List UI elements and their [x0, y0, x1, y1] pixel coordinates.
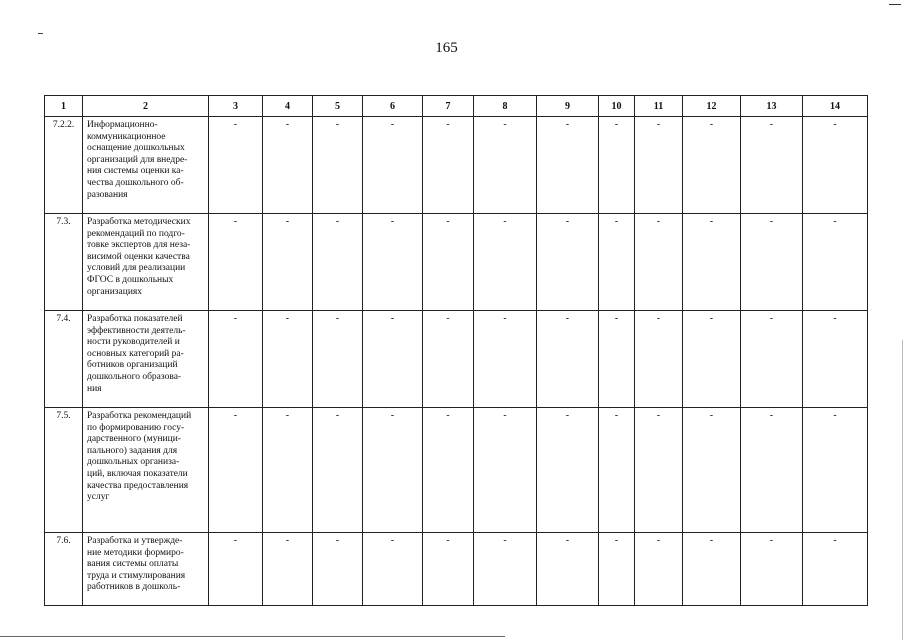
value-cell: -: [635, 117, 683, 214]
column-header: 8: [474, 96, 537, 117]
value-cell: -: [209, 117, 263, 214]
value-cell: -: [363, 408, 423, 533]
table-body: [45, 117, 868, 606]
column-header: 9: [537, 96, 599, 117]
column-header: 12: [683, 96, 741, 117]
row-description: Информационно- коммуникационное оснащение дошкольных организаций для внедре- ния системы оценки ка- чества дошкольного об- разования: [83, 117, 209, 214]
value-cell: -: [474, 408, 537, 533]
value-cell: -: [635, 311, 683, 408]
value-cell: -: [313, 214, 363, 311]
value-cell: -: [741, 533, 803, 606]
column-header: 4: [263, 96, 313, 117]
corner-mark: [889, 4, 901, 5]
value-cell: -: [741, 214, 803, 311]
value-cell: -: [537, 117, 599, 214]
value-cell: -: [537, 311, 599, 408]
bottom-rule: [0, 636, 505, 637]
value-cell: -: [423, 214, 474, 311]
column-header: 10: [599, 96, 635, 117]
value-cell: -: [599, 117, 635, 214]
value-cell: -: [599, 214, 635, 311]
value-cell: -: [313, 311, 363, 408]
value-cell: -: [599, 533, 635, 606]
value-cell: -: [263, 214, 313, 311]
row-number: 7.4.: [45, 311, 83, 408]
table-row: [45, 533, 868, 606]
value-cell: -: [263, 311, 313, 408]
column-header: 7: [423, 96, 474, 117]
value-cell: -: [803, 311, 868, 408]
value-cell: -: [803, 408, 868, 533]
value-cell: -: [741, 117, 803, 214]
value-cell: -: [263, 533, 313, 606]
value-cell: -: [209, 214, 263, 311]
value-cell: -: [363, 311, 423, 408]
row-number: 7.5.: [45, 408, 83, 533]
column-header: 11: [635, 96, 683, 117]
row-number: 7.2.2.: [45, 117, 83, 214]
row-description: Разработка показателей эффективности деятель- ности руководителей и основных категорий ра- ботников организаций дошкольного образова- ния: [83, 311, 209, 408]
value-cell: -: [803, 214, 868, 311]
row-number: 7.6.: [45, 533, 83, 606]
value-cell: -: [474, 117, 537, 214]
value-cell: -: [599, 408, 635, 533]
value-cell: -: [474, 214, 537, 311]
value-cell: -: [423, 311, 474, 408]
table-row: [45, 408, 868, 533]
table-row: [45, 311, 868, 408]
row-description: Разработка и утвержде- ние методики формиро- вания системы оплаты труда и стимулирования работников в дошколь-: [83, 533, 209, 606]
table-row: [45, 117, 868, 214]
column-header: 3: [209, 96, 263, 117]
margin-tick: [38, 33, 43, 34]
page-edge-shadow: [902, 340, 903, 640]
value-cell: -: [363, 214, 423, 311]
value-cell: -: [635, 214, 683, 311]
value-cell: -: [209, 533, 263, 606]
value-cell: -: [803, 533, 868, 606]
value-cell: -: [803, 117, 868, 214]
value-cell: -: [363, 533, 423, 606]
row-description: Разработка методических рекомендаций по подго- товке экспертов для неза- висимой оценки качества условий для реализации ФГОС в дошкольных организациях: [83, 214, 209, 311]
value-cell: -: [263, 117, 313, 214]
value-cell: -: [537, 408, 599, 533]
column-header: 5: [313, 96, 363, 117]
value-cell: -: [741, 408, 803, 533]
column-header: 1: [45, 96, 83, 117]
value-cell: -: [363, 117, 423, 214]
value-cell: -: [474, 533, 537, 606]
value-cell: -: [683, 408, 741, 533]
page-number: 165: [435, 40, 458, 56]
value-cell: -: [263, 408, 313, 533]
value-cell: -: [635, 533, 683, 606]
value-cell: -: [313, 408, 363, 533]
value-cell: -: [209, 311, 263, 408]
table-header-row: [45, 96, 868, 117]
value-cell: -: [313, 533, 363, 606]
value-cell: -: [741, 311, 803, 408]
value-cell: -: [635, 408, 683, 533]
value-cell: -: [423, 408, 474, 533]
value-cell: -: [474, 311, 537, 408]
table-row: [45, 214, 868, 311]
column-header: 14: [803, 96, 868, 117]
value-cell: -: [423, 533, 474, 606]
value-cell: -: [683, 533, 741, 606]
value-cell: -: [683, 214, 741, 311]
value-cell: -: [423, 117, 474, 214]
value-cell: -: [209, 408, 263, 533]
column-header: 6: [363, 96, 423, 117]
data-table: [44, 95, 868, 606]
value-cell: -: [537, 533, 599, 606]
value-cell: -: [683, 117, 741, 214]
value-cell: -: [313, 117, 363, 214]
value-cell: -: [599, 311, 635, 408]
value-cell: -: [537, 214, 599, 311]
row-description: Разработка рекомендаций по формированию госу- дарственного (муници- пального) задания для дошкольных организа- ций, включая показатели качества предоставления услуг: [83, 408, 209, 533]
row-number: 7.3.: [45, 214, 83, 311]
column-header: 2: [83, 96, 209, 117]
value-cell: -: [683, 311, 741, 408]
column-header: 13: [741, 96, 803, 117]
